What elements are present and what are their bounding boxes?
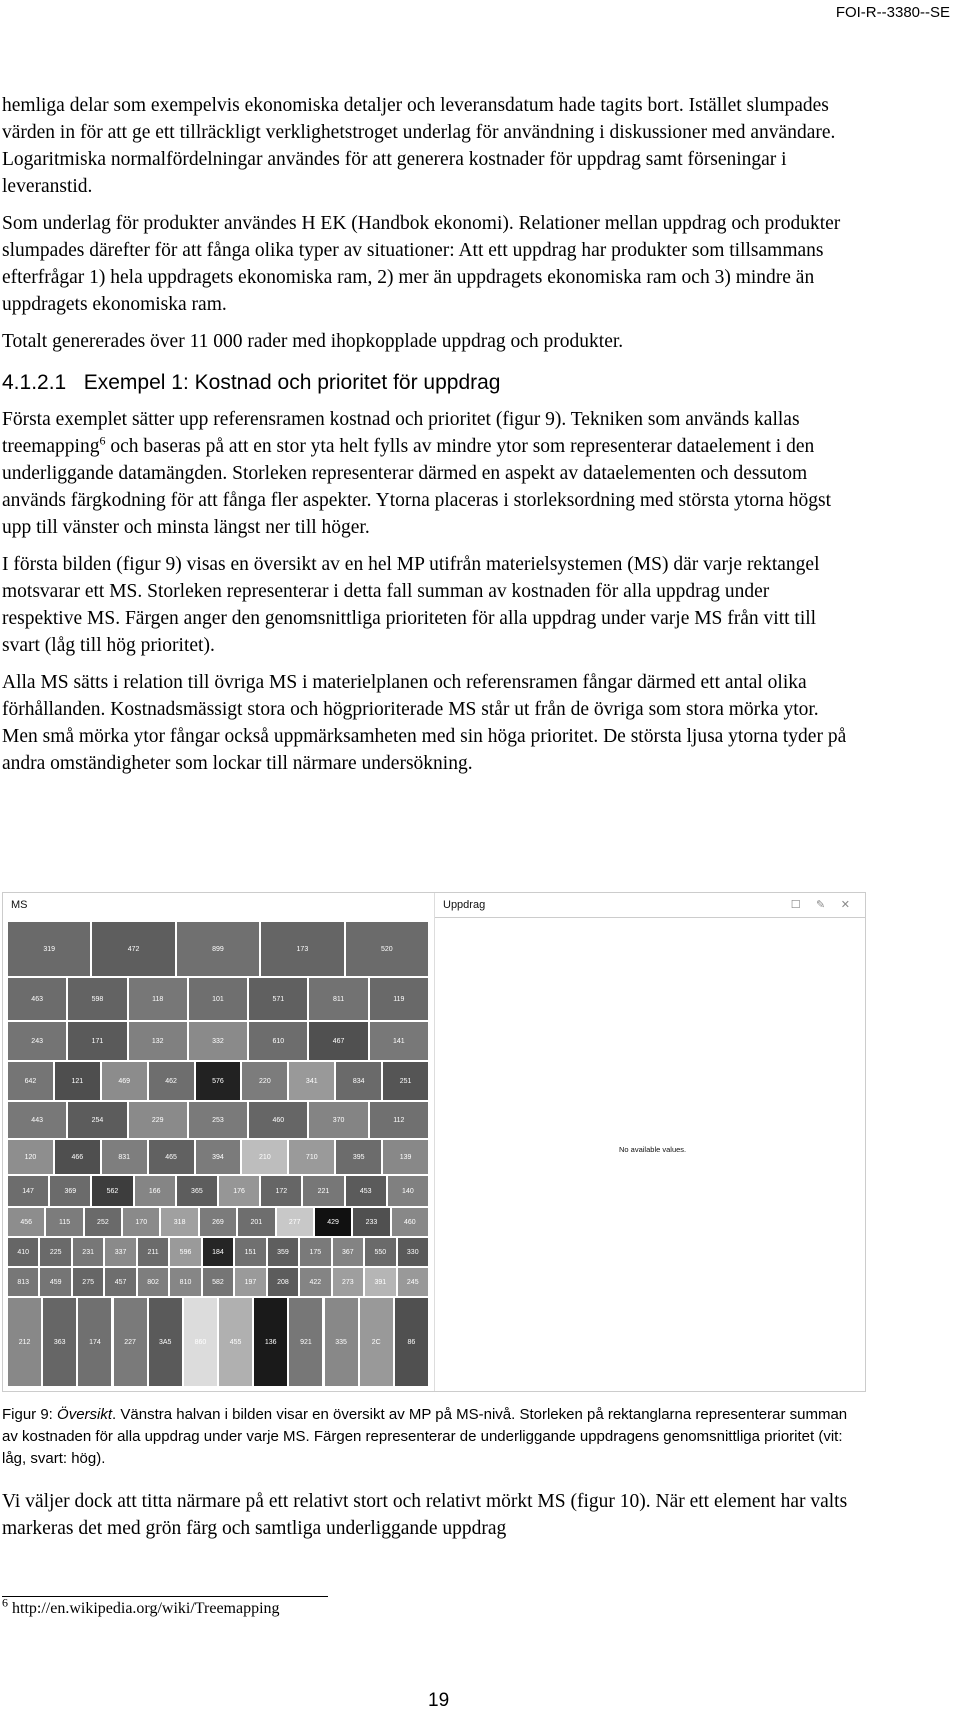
ms-treemap-cell[interactable]: 811: [308, 977, 368, 1021]
body-bottom: [2, 1488, 852, 1542]
ms-treemap-cell[interactable]: 121: [54, 1061, 101, 1101]
body-top: [2, 92, 852, 777]
ms-treemap-cell[interactable]: 319: [7, 921, 91, 977]
ms-treemap-cell[interactable]: 710: [288, 1139, 335, 1175]
ms-treemap-cell[interactable]: 394: [195, 1139, 242, 1175]
ms-treemap-cell[interactable]: 136: [253, 1297, 288, 1387]
ms-treemap-cell[interactable]: 275: [72, 1267, 104, 1297]
ms-treemap-cell[interactable]: 459: [39, 1267, 71, 1297]
ms-treemap-cell[interactable]: 139: [382, 1139, 429, 1175]
ms-treemap-cell[interactable]: 370: [308, 1101, 368, 1139]
ms-treemap-cell[interactable]: 2C: [359, 1297, 394, 1387]
paragraph-2: Som underlag för produkter användes H EK (Handbok ekonomi). Relationer mellan uppdrag och produkter slumpades därefter för att fånga olika typer av situationer: Att ett uppdrag har produkter som tillsammans efterfrågar 1) hela uppdragets ekonomiska ram, 2) mer än uppdragets ekonomiska ram och 3) mindre än uppdragets ekonomiska ram.: [2, 213, 841, 315]
ms-treemap-cell[interactable]: 834: [335, 1061, 382, 1101]
paragraph-4-part-a: Första exemplet sätter upp referensramen kostnad och prioritet (figur 9). Tekniken som används kallas treemapping: [2, 409, 800, 457]
ms-treemap-cell[interactable]: 132: [128, 1021, 188, 1061]
figure-9: [2, 892, 866, 1392]
paragraph-4: [2, 406, 852, 541]
section-title: Exempel 1: Kostnad och prioritet för uppdrag: [83, 371, 501, 394]
ms-treemap-cell[interactable]: 210: [241, 1139, 288, 1175]
ms-treemap-cell[interactable]: 332: [188, 1021, 248, 1061]
ms-treemap-cell[interactable]: 460: [248, 1101, 308, 1139]
ms-treemap-cell[interactable]: 151: [234, 1237, 266, 1267]
ms-treemap-cell[interactable]: 184: [202, 1237, 234, 1267]
ms-treemap-cell[interactable]: 243: [7, 1021, 67, 1061]
caption-prefix: Figur 9:: [2, 1406, 58, 1423]
ms-treemap-cell[interactable]: 802: [137, 1267, 169, 1297]
ms-treemap-cell[interactable]: 462: [148, 1061, 195, 1101]
ms-treemap-cell[interactable]: 365: [176, 1175, 218, 1207]
ms-treemap-cell[interactable]: 330: [397, 1237, 429, 1267]
ms-treemap-cell[interactable]: 251: [382, 1061, 429, 1101]
ms-treemap-cell[interactable]: 140: [387, 1175, 429, 1207]
ms-treemap-cell[interactable]: 395: [335, 1139, 382, 1175]
paragraph-1: hemliga delar som exempelvis ekonomiska detaljer och leveransdatum hade tagits bort. Istället slumpades värden in för att ge ett tillräckligt verklighetstroget underlag för användning i diskussioner med användare. Logaritmiska normalfördelningar användes för att generera kostnader för uppdrag samt förseningar i leveranstid.: [2, 95, 836, 197]
uppdrag-titlebar: [435, 893, 866, 918]
ms-treemap-cell[interactable]: 269: [199, 1207, 237, 1237]
caption-text: . Vänstra halvan i bilden visar en översikt av MP på MS-nivå. Storleken på rektanglarna representerar summan av kostnaden för alla uppdrag under varje MS. Färgen representerar de underliggande uppdragens genomsnittliga prioritet (vit: låg, svart: hög).: [2, 1406, 848, 1467]
ms-treemap-cell[interactable]: 208: [267, 1267, 299, 1297]
ms-treemap-cell[interactable]: 899: [176, 921, 260, 977]
ms-treemap-cell[interactable]: 429: [314, 1207, 352, 1237]
ms-treemap-cell[interactable]: 101: [188, 977, 248, 1021]
ms-treemap-cell[interactable]: 173: [260, 921, 344, 977]
ms-treemap-cell[interactable]: 831: [101, 1139, 148, 1175]
ms-treemap-cell[interactable]: 610: [248, 1021, 308, 1061]
ms-treemap-cell[interactable]: 141: [369, 1021, 429, 1061]
ms-treemap-cell[interactable]: 172: [260, 1175, 302, 1207]
ms-treemap-cell[interactable]: 201: [237, 1207, 275, 1237]
ms-treemap-cell[interactable]: 211: [137, 1237, 169, 1267]
no-values-message: No available values.: [619, 1145, 687, 1154]
ms-treemap-cell[interactable]: 166: [134, 1175, 176, 1207]
paragraph-6: Alla MS sätts i relation till övriga MS i materielplanen och referensramen fångar därmed ett antal olika förhållanden. Kostnadsmässigt stora och högprioriterade MS står ut från de övriga som stora mörka ytor. Men små mörka ytor fångar också uppmärksamheten med sin höga prioritet. De största ljusa ytorna tyder på andra omständigheter som lockar till närmare undersökning.: [2, 672, 847, 774]
page-number: 19: [428, 1690, 450, 1711]
ms-treemap-cell[interactable]: 174: [77, 1297, 112, 1387]
ms-treemap-cell[interactable]: 245: [397, 1267, 429, 1297]
ms-treemap-cell[interactable]: 410: [7, 1237, 39, 1267]
footnote-ref: 6: [99, 433, 106, 448]
ms-treemap-cell[interactable]: 176: [218, 1175, 260, 1207]
ms-treemap-cell[interactable]: 921: [288, 1297, 323, 1387]
ms-treemap-cell[interactable]: 175: [299, 1237, 331, 1267]
ms-treemap-cell[interactable]: 463: [7, 977, 67, 1021]
paragraph-5: I första bilden (figur 9) visas en översikt av en hel MP utifrån materielsystemen (MS) där varje rektangel motsvarar ett MS. Storleken representerar i detta fall summan av kostnaden för alla uppdrag under respektive MS. Färgen anger den genomsnittliga prioriteten för alla uppdrag under varje MS från vitt till svart (låg till hög prioritet).: [2, 554, 820, 656]
uppdrag-panel-title: Uppdrag: [443, 899, 486, 911]
ms-treemap-cell[interactable]: 443: [7, 1101, 67, 1139]
ms-treemap: [7, 921, 429, 1387]
ms-treemap-cell[interactable]: 229: [128, 1101, 188, 1139]
ms-treemap-cell[interactable]: 582: [202, 1267, 234, 1297]
ms-treemap-cell[interactable]: 596: [169, 1237, 201, 1267]
ms-treemap-cell[interactable]: 359: [267, 1237, 299, 1267]
ms-treemap-cell[interactable]: 369: [49, 1175, 91, 1207]
footnote-link[interactable]: http://en.wikipedia.org/wiki/Treemapping: [12, 1600, 280, 1617]
ms-treemap-cell[interactable]: 456: [7, 1207, 45, 1237]
ms-treemap-cell[interactable]: 642: [7, 1061, 54, 1101]
ms-treemap-cell[interactable]: 119: [369, 977, 429, 1021]
ms-treemap-cell[interactable]: 453: [345, 1175, 387, 1207]
ms-treemap-cell[interactable]: 170: [122, 1207, 160, 1237]
ms-treemap-cell[interactable]: 598: [67, 977, 127, 1021]
document-id: FOI-R--3380--SE: [835, 4, 950, 21]
ms-treemap-cell[interactable]: 341: [288, 1061, 335, 1101]
ms-treemap-cell[interactable]: 220: [241, 1061, 288, 1101]
section-number: 4.1.2.1: [2, 371, 67, 394]
ms-treemap-cell[interactable]: 457: [104, 1267, 136, 1297]
ms-treemap-cell[interactable]: 813: [7, 1267, 39, 1297]
ms-treemap-cell[interactable]: 469: [101, 1061, 148, 1101]
ms-treemap-cell[interactable]: 391: [364, 1267, 396, 1297]
ms-treemap-cell[interactable]: 277: [276, 1207, 314, 1237]
ms-treemap-cell[interactable]: 363: [42, 1297, 77, 1387]
caption-italic: Översikt: [57, 1406, 113, 1423]
ms-treemap-cell[interactable]: 233: [352, 1207, 390, 1237]
ms-treemap-cell[interactable]: 147: [7, 1175, 49, 1207]
ms-treemap-cell[interactable]: 231: [72, 1237, 104, 1267]
ms-treemap-cell[interactable]: 252: [84, 1207, 122, 1237]
ms-treemap-cell[interactable]: 318: [160, 1207, 198, 1237]
ms-treemap-cell[interactable]: 253: [188, 1101, 248, 1139]
ms-treemap-cell[interactable]: 254: [67, 1101, 127, 1139]
ms-treemap-cell[interactable]: 422: [299, 1267, 331, 1297]
ms-treemap-cell[interactable]: 472: [91, 921, 175, 977]
ms-panel-title: MS: [11, 899, 28, 911]
ms-treemap-cell[interactable]: 112: [369, 1101, 429, 1139]
ms-treemap-cell[interactable]: 197: [234, 1267, 266, 1297]
ms-treemap-cell[interactable]: 115: [45, 1207, 83, 1237]
ms-treemap-cell[interactable]: 221: [302, 1175, 344, 1207]
ms-treemap-cell[interactable]: 3A5: [148, 1297, 183, 1387]
ms-treemap-cell[interactable]: 562: [91, 1175, 133, 1207]
ms-treemap-cell[interactable]: 455: [218, 1297, 253, 1387]
ms-treemap-cell[interactable]: 460: [391, 1207, 429, 1237]
ms-treemap-cell[interactable]: 465: [148, 1139, 195, 1175]
footnote: [2, 1595, 280, 1618]
ms-treemap-cell[interactable]: 212: [7, 1297, 42, 1387]
ms-treemap-cell[interactable]: 466: [54, 1139, 101, 1175]
panel-toolbar-icons[interactable]: ☐ ✎ ✕: [790, 898, 856, 911]
ms-treemap-cell[interactable]: 860: [183, 1297, 218, 1387]
ms-treemap-cell[interactable]: 367: [332, 1237, 364, 1267]
uppdrag-panel: [434, 893, 866, 1391]
ms-treemap-cell[interactable]: 120: [7, 1139, 54, 1175]
ms-treemap-cell[interactable]: 171: [67, 1021, 127, 1061]
ms-treemap-cell[interactable]: 118: [128, 977, 188, 1021]
ms-panel: [3, 893, 433, 1391]
paragraph-3: Totalt genererades över 11 000 rader med ihopkopplade uppdrag och produkter.: [2, 331, 624, 352]
figure-caption: [2, 1404, 862, 1470]
ms-treemap-cell[interactable]: 467: [308, 1021, 368, 1061]
ms-treemap-cell[interactable]: 550: [364, 1237, 396, 1267]
footnote-number: 6: [2, 1595, 8, 1610]
ms-treemap-cell[interactable]: 810: [169, 1267, 201, 1297]
ms-treemap-cell[interactable]: 337: [104, 1237, 136, 1267]
ms-treemap-cell[interactable]: 227: [113, 1297, 148, 1387]
ms-treemap-cell[interactable]: 86: [394, 1297, 429, 1387]
ms-treemap-cell[interactable]: 520: [345, 921, 429, 977]
ms-treemap-cell[interactable]: 273: [332, 1267, 364, 1297]
paragraph-4-part-b: och baseras på att en stor yta helt fylls av mindre ytor som representerar dataelement i den underliggande datamängden. Storleken representerar därmed en aspekt av dataelementen och dessutom används färgkodning för att fånga fler aspekter. Ytorna placeras i storleksordning med största ytorna högst upp till vänster och minsta längst ner till höger.: [2, 436, 832, 538]
ms-treemap-cell[interactable]: 571: [248, 977, 308, 1021]
paragraph-7: Vi väljer dock att titta närmare på ett relativt stort och relativt mörkt MS (figur 10). När ett element har valts markeras det med grön färg och samtliga underliggande uppdrag: [2, 1491, 848, 1539]
ms-treemap-cell[interactable]: 225: [39, 1237, 71, 1267]
ms-treemap-cell[interactable]: 335: [324, 1297, 359, 1387]
section-heading: [2, 369, 852, 396]
footnote-separator: [2, 1596, 328, 1597]
ms-treemap-cell[interactable]: 576: [195, 1061, 242, 1101]
